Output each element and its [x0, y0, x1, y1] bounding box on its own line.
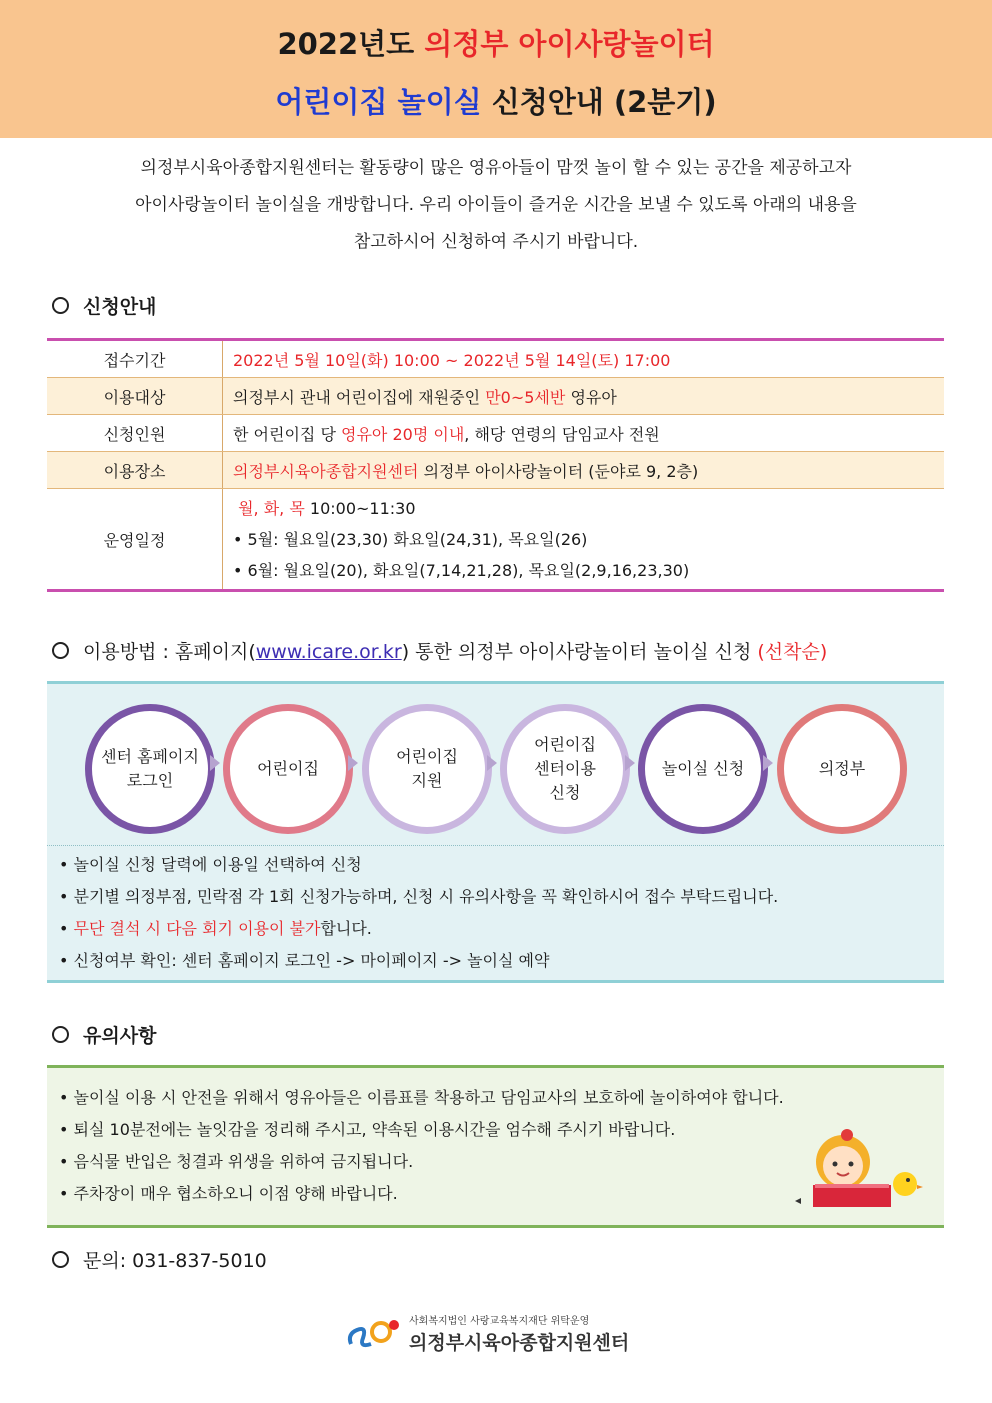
step-uijeongbu: 의정부 — [777, 704, 907, 834]
list-item: • 주차장이 매우 협소하오니 이점 양해 바랍니다. — [59, 1184, 398, 1203]
row-label: 이용대상 — [47, 378, 223, 415]
caution-box — [47, 1065, 944, 1228]
application-method-box — [47, 681, 944, 983]
row-value: 한 어린이집 당 영유아 20명 이내, 해당 연령의 담임교사 전원 — [223, 415, 945, 452]
row-label: 운영일정 — [47, 489, 223, 591]
application-info-table — [47, 338, 944, 592]
contact-info: 문의: 031-837-5010 — [52, 1246, 267, 1273]
step-login: 센터 홈페이지 로그인 — [85, 704, 215, 834]
method-notes — [59, 849, 778, 977]
list-item: • 음식물 반입은 청결과 위생을 위하여 금지됩니다. — [59, 1152, 414, 1171]
row-value — [223, 489, 945, 591]
step-center-use: 어린이집 센터이용 신청 — [500, 704, 630, 834]
section-heading-apply: 신청안내 — [52, 292, 156, 319]
row-label: 이용장소 — [47, 452, 223, 489]
section-heading-method: 이용방법 : 홈페이지(www.icare.or.kr) 통한 의정부 아이사랑놀이터 놀이실 신청 (선착순) — [52, 637, 827, 664]
section-heading-caution: 유의사항 — [52, 1021, 156, 1048]
intro-line: 참고하시어 신청하여 주시기 바랍니다. — [353, 232, 639, 252]
table-row — [47, 415, 944, 452]
list-item: • 무단 결석 시 다음 회기 이용이 불가합니다. — [59, 919, 372, 938]
circle-bullet-icon — [52, 1251, 69, 1268]
arrow-right-icon — [625, 755, 635, 771]
logo-mark-icon — [345, 1314, 405, 1354]
center-logo — [345, 1312, 665, 1358]
schedule-time: 월, 화, 목 10:00~11:30 — [238, 498, 416, 518]
title-line-1 — [0, 22, 992, 63]
row-value: 2022년 5월 10일(화) 10:00 ~ 2022년 5월 14일(토) 17:00 — [223, 340, 945, 378]
step-playroom: 놀이실 신청 — [638, 704, 768, 834]
row-value: 의정부시육아종합지원센터 의정부 아이사랑놀이터 (둔야로 9, 2층) — [223, 452, 945, 489]
title-org: 의정부 아이사랑놀이터 — [424, 27, 715, 61]
list-item: • 신청여부 확인: 센터 홈페이지 로그인 -> 마이페이지 -> 놀이실 예약 — [59, 951, 550, 970]
title-year: 2022년도 — [277, 27, 415, 61]
title-target: 어린이집 놀이실 — [275, 85, 482, 119]
footer-tagline: 사회복지법인 사랑교육복지재단 위탁운영 — [409, 1316, 590, 1327]
circle-bullet-icon — [52, 642, 69, 659]
schedule-june: • 6월: 월요일(20), 화요일(7,14,21,28), 목요일(2,9,16,23,30) — [233, 560, 690, 580]
page-header — [0, 0, 992, 138]
caution-list — [59, 1082, 784, 1210]
arrow-right-icon — [487, 755, 497, 771]
row-label: 신청인원 — [47, 415, 223, 452]
child-illustration-icon — [795, 1122, 925, 1212]
circle-bullet-icon — [52, 297, 69, 314]
intro-line: 아이사랑놀이터 놀이실을 개방합니다. 우리 아이들이 즐거운 시간을 보낼 수 있도록 아래의 내용을 — [135, 195, 857, 215]
row-label: 접수기간 — [47, 340, 223, 378]
footer-org-name: 의정부시육아종합지원센터 — [409, 1332, 630, 1354]
circle-bullet-icon — [52, 1026, 69, 1043]
list-item: • 놀이실 신청 달력에 이용일 선택하여 신청 — [59, 855, 362, 874]
schedule-may: • 5월: 월요일(23,30) 화요일(24,31), 목요일(26) — [233, 529, 588, 549]
table-row — [47, 489, 944, 591]
step-support: 어린이집 지원 — [362, 704, 492, 834]
intro-paragraph — [40, 150, 952, 261]
list-item: • 퇴실 10분전에는 놀잇감을 정리해 주시고, 약속된 이용시간을 엄수해 주시기 바랍니다. — [59, 1120, 676, 1139]
table-row — [47, 378, 944, 415]
table-row — [47, 340, 944, 378]
title-line-2 — [0, 80, 992, 121]
arrow-right-icon — [348, 755, 358, 771]
table-row — [47, 452, 944, 489]
title-suffix: 신청안내 (2분기) — [491, 85, 717, 119]
step-daycare: 어린이집 — [223, 704, 353, 834]
list-item: • 분기별 의정부점, 민락점 각 1회 신청가능하며, 신청 시 유의사항을 꼭 확인하시어 접수 부탁드립니다. — [59, 887, 779, 906]
arrow-right-icon — [210, 755, 220, 771]
arrow-right-icon — [763, 755, 773, 771]
homepage-link[interactable]: www.icare.or.kr — [255, 641, 402, 663]
intro-line: 의정부시육아종합지원센터는 활동량이 많은 영유아들이 맘껏 놀이 할 수 있는 공간을 제공하고자 — [140, 158, 852, 178]
row-value: 의정부시 관내 어린이집에 재원중인 만0~5세반 영유아 — [223, 378, 945, 415]
list-item: • 놀이실 이용 시 안전을 위해서 영유아들은 이름표를 착용하고 담임교사의 보호하에 놀이하여야 합니다. — [59, 1088, 784, 1107]
divider — [47, 845, 944, 846]
